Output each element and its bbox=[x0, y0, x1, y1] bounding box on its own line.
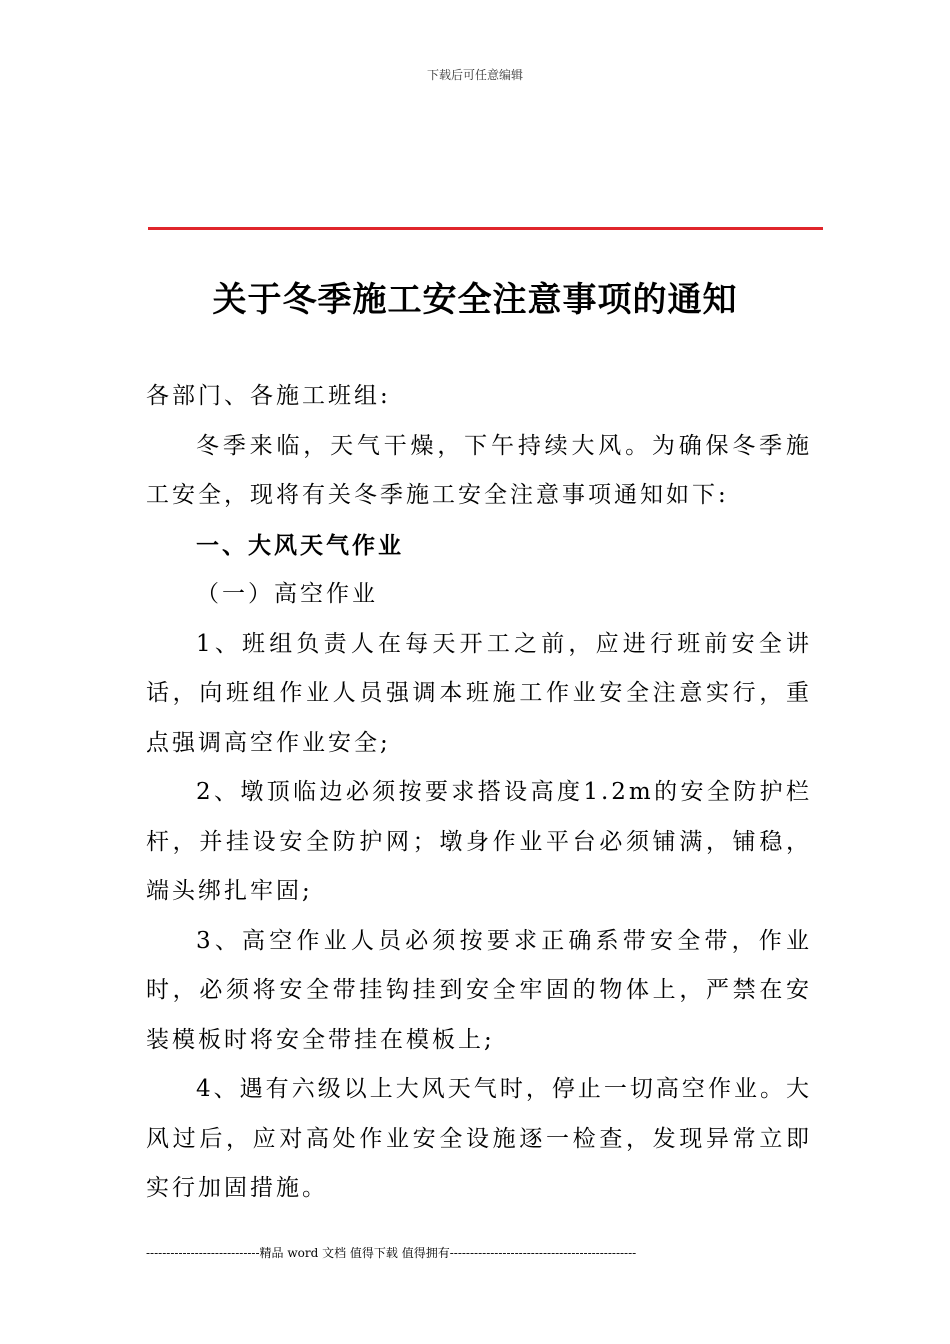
subsection-heading: （一）高空作业 bbox=[196, 581, 378, 607]
list-item: 3、高空作业人员必须按要求正确系带安全带，作业时，必须将安全带挂钩挂到安全牢固的物体上，严禁在安装模板时将安全带挂在模板上; bbox=[146, 927, 812, 1053]
red-divider bbox=[148, 227, 823, 230]
document-body bbox=[146, 372, 812, 1214]
list-item: 2、墩顶临边必须按要求搭设高度1.2m的安全防护栏杆，并挂设安全防护网；墩身作业平台必须铺满，铺稳，端头绑扎牢固; bbox=[146, 779, 812, 904]
footer-note: ----------------------------精品 word 文档 值得下载 值得拥有---------------------------------------------- bbox=[146, 1246, 637, 1260]
intro-paragraph: 冬季来临，天气干燥，下午持续大风。为确保冬季施工安全，现将有关冬季施工安全注意事项通知如下: bbox=[146, 432, 812, 508]
section-heading: 一、大风天气作业 bbox=[196, 531, 404, 559]
salutation: 各部门、各施工班组: bbox=[146, 383, 391, 409]
list-item: 4、遇有六级以上大风天气时，停止一切高空作业。大风过后，应对高处作业安全设施逐一检查，发现异常立即实行加固措施。 bbox=[146, 1076, 812, 1201]
list-item: 1、班组负责人在每天开工之前，应进行班前安全讲话，向班组作业人员强调本班施工作业安全注意实行，重点强调高空作业安全; bbox=[146, 630, 812, 756]
header-note: 下载后可任意编辑 bbox=[426, 68, 523, 82]
document-title: 关于冬季施工安全注意事项的通知 bbox=[212, 280, 738, 320]
